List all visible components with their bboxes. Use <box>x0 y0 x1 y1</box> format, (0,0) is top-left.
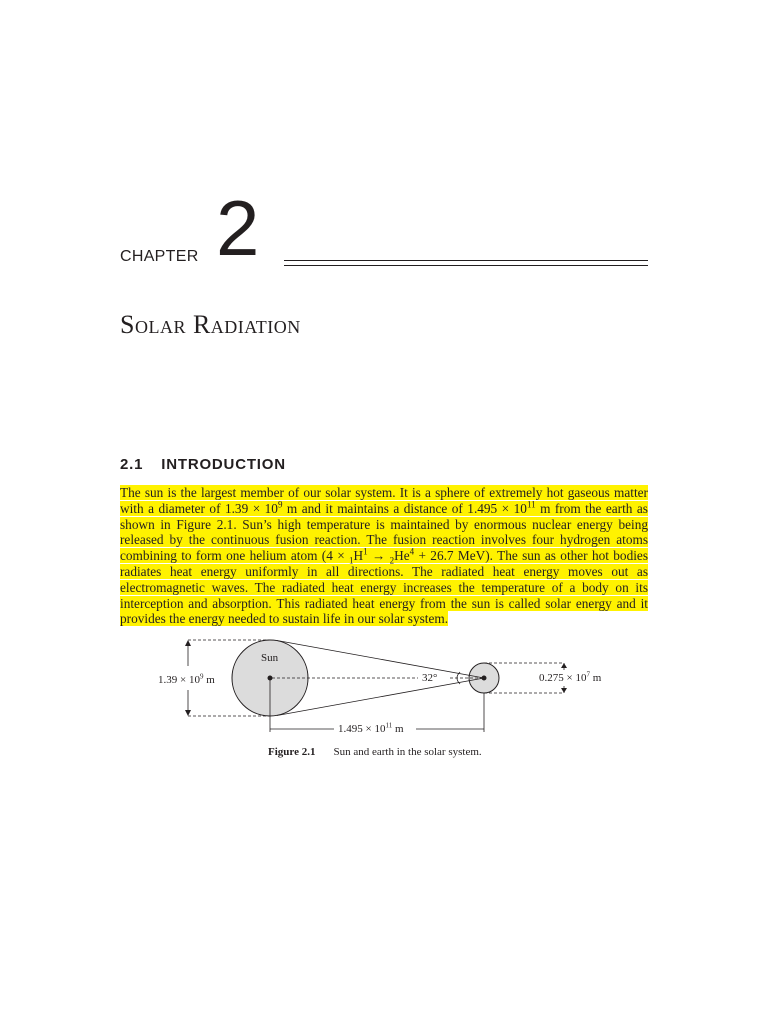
section-heading <box>120 456 286 473</box>
exponent: 11 <box>526 499 536 510</box>
helium-symbol: He <box>394 548 410 564</box>
sun-label: Sun <box>261 652 279 664</box>
sun-diameter-label <box>158 674 215 686</box>
caption-number: Figure 2.1 <box>268 746 316 758</box>
earth-diameter-label <box>539 672 601 684</box>
intro-text-4: + 26.7 MeV). The sun as other hot bodies radiates heat energy uniformly in all directions. The radiated heat energy moves out as electromagnetic waves. The radiated heat energy increases the temperature of a body on its interception and absorption. This radiated heat energy from the sun is called solar energy and it provides the energy needed to sustain life in our solar system. <box>120 548 648 627</box>
label-base: 1.495 × 10 <box>338 723 386 735</box>
figure-caption <box>268 746 482 758</box>
chapter-title: Solar Radiation <box>120 310 301 339</box>
superscript: 1 <box>363 546 368 557</box>
arrowhead <box>185 710 191 716</box>
label-unit: m <box>392 723 404 735</box>
caption-text: Sun and earth in the solar system. <box>333 746 482 758</box>
distance-label <box>338 723 404 735</box>
subscript: 1 <box>349 555 354 566</box>
section-number: 2.1 <box>120 456 144 473</box>
section-title: INTRODUCTION <box>161 456 286 473</box>
label-unit: m <box>203 674 215 686</box>
reaction-arrow: → <box>367 548 390 564</box>
sun-center <box>268 676 273 681</box>
chapter-label: CHAPTER <box>120 248 199 265</box>
superscript: 4 <box>409 546 415 557</box>
chapter-header <box>120 184 650 276</box>
chapter-number: 2 <box>216 184 260 272</box>
highlighted-text <box>120 485 648 626</box>
intro-text-3: m from the earth as shown in Figure 2.1. Sun’s high temperature is maintained by enormous nuclear energy being released by the continuous fusion reaction. The fusion reaction involves four hydrogen atoms combining to form one helium atom (4 × <box>120 500 648 564</box>
exponent: 9 <box>277 499 283 510</box>
arrowhead <box>185 640 191 646</box>
intro-text-2: m and it maintains a distance of 1.495 × 10 <box>282 500 527 516</box>
label-exponent: 11 <box>385 721 393 730</box>
intro-paragraph <box>120 485 648 627</box>
angle-label: 32° <box>422 672 438 684</box>
label-unit: m <box>589 672 602 684</box>
hydrogen-symbol: H <box>353 548 364 564</box>
label-exponent: 9 <box>199 672 204 681</box>
label-base: 0.275 × 10 <box>539 672 587 684</box>
arrowhead <box>561 663 567 668</box>
subscript: 2 <box>389 555 395 566</box>
intro-text-1: The sun is the largest member of our solar system. It is a sphere of extremely hot gaseous matter with a diameter of 1.39 × 10 <box>120 485 648 516</box>
label-base: 1.39 × 10 <box>158 674 200 686</box>
chapter-rule <box>284 260 648 266</box>
label-exponent: 7 <box>586 670 590 679</box>
arrowhead <box>561 688 567 693</box>
